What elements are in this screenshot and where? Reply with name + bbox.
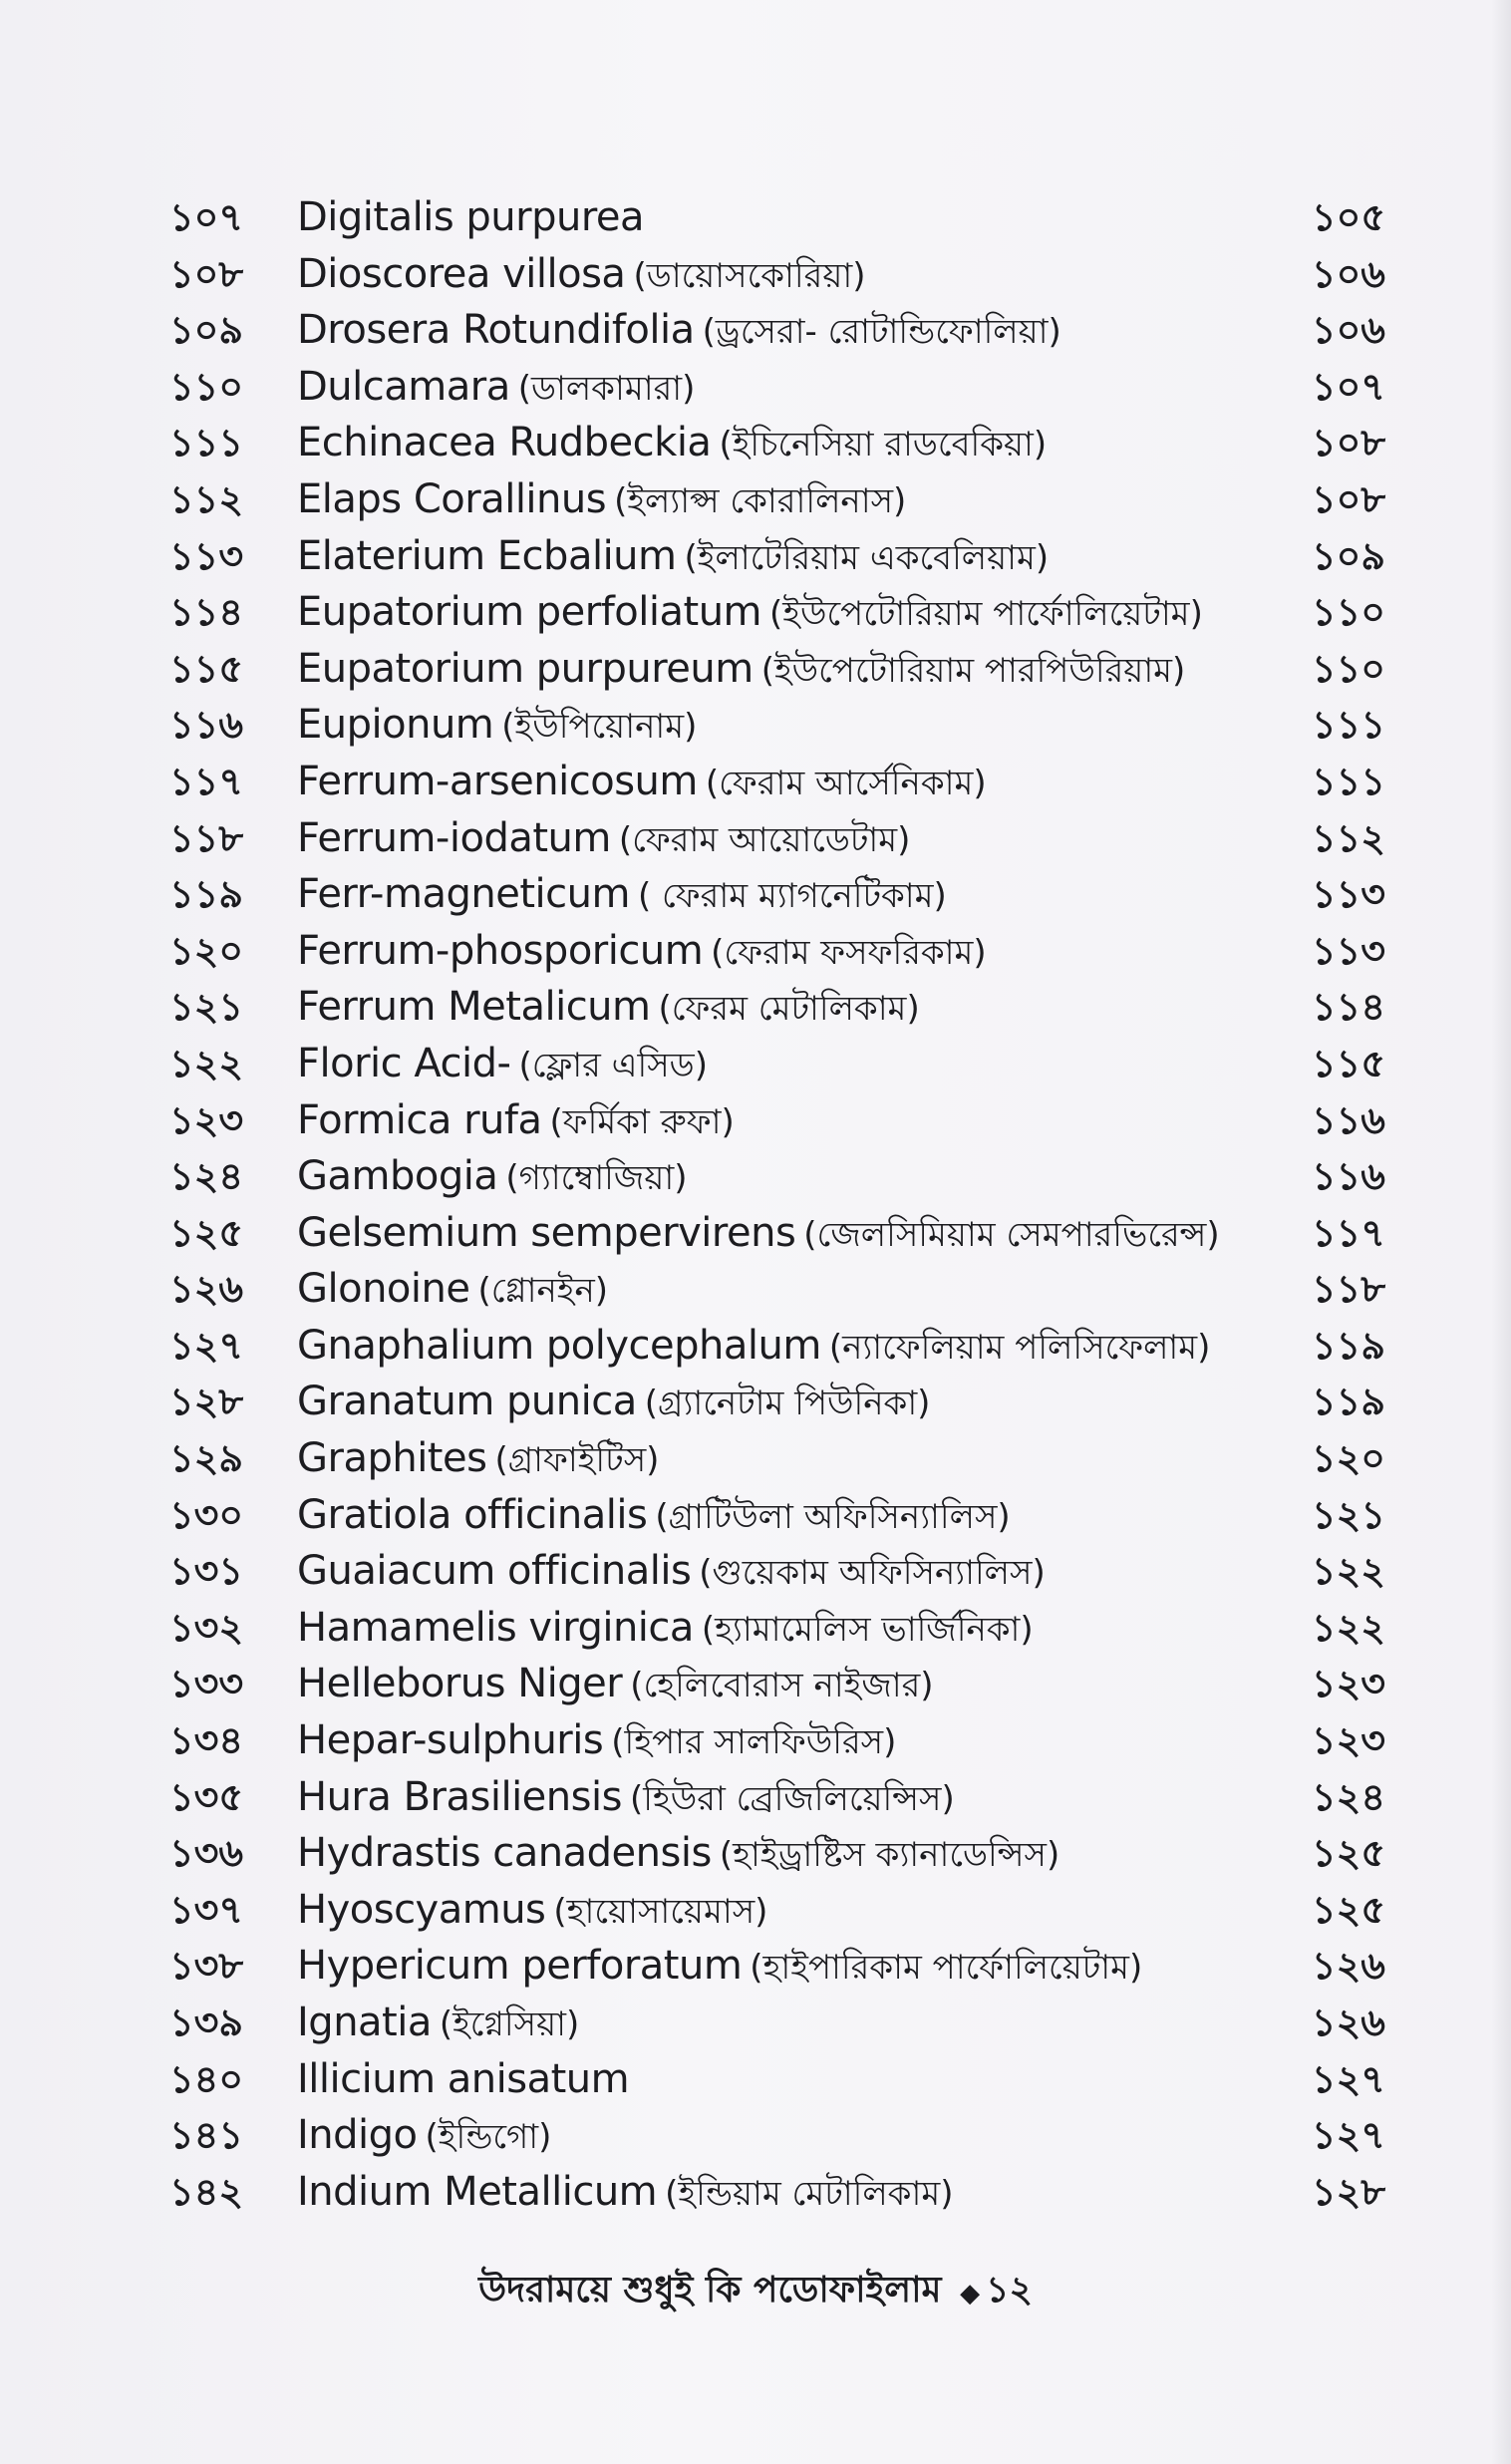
entry-number: ১২৯ (169, 1436, 244, 1481)
entry-title (297, 1600, 1272, 1659)
entry-latin-name: Eupatorium perfoliatum (297, 589, 762, 636)
entry-title (297, 866, 1272, 925)
entry-title (297, 584, 1272, 643)
entry-page-number: ১১৮ (1312, 1267, 1385, 1312)
entry-latin-name: Gelsemium sempervirens (297, 1209, 796, 1256)
toc-row (0, 1374, 1511, 1430)
entry-number: ১৩৯ (169, 2001, 244, 2044)
entry-page-number: ১১৩ (1311, 872, 1385, 917)
entry-bengali-name: (ফেরাম আয়োডেটাম) (618, 819, 911, 860)
entry-page-number: ১১১ (1312, 759, 1385, 803)
toc-row (0, 1036, 1511, 1092)
entry-latin-name: Ferrum-iodatum (297, 814, 611, 861)
page-footer (0, 2263, 1511, 2322)
entry-bengali-name: (হায়োসায়েমাস) (553, 1891, 768, 1932)
entry-latin-name: Echinacea Rudbeckia (297, 420, 712, 466)
entry-bengali-name: (ফেরাম ফসফরিকাম) (711, 932, 987, 973)
entry-page-number: ১২৫ (1311, 1831, 1385, 1876)
entry-bengali-name: (হ্যামামেলিস ভার্জিনিকা) (701, 1609, 1034, 1650)
entry-number: ১২৭ (169, 1323, 244, 1368)
entry-bengali-name: (গ্র্যানেটাম পিউনিকা) (644, 1384, 931, 1424)
entry-latin-name: Eupatorium purpureum (297, 645, 754, 692)
entry-latin-name: Graphites (297, 1435, 487, 1482)
entry-title (297, 697, 1272, 756)
entry-number: ১১৬ (169, 703, 244, 748)
entry-number: ১২৩ (169, 1097, 244, 1142)
toc-row (0, 1205, 1511, 1262)
entry-bengali-name: (গ্রাটিউলা অফিসিন্যালিস) (655, 1496, 1011, 1537)
entry-title (297, 1656, 1272, 1714)
entry-page-number: ১২৬ (1311, 1944, 1385, 1989)
entry-page-number: ১১৯ (1312, 1380, 1385, 1424)
entry-number: ১১৭ (169, 759, 244, 803)
entry-page-number: ১২৪ (1311, 1774, 1385, 1819)
toc-row (0, 1148, 1511, 1205)
entry-title (297, 1148, 1272, 1207)
toc-row (0, 979, 1511, 1036)
entry-latin-name: Hyoscyamus (297, 1886, 546, 1933)
entry-bengali-name: (ড্রসেরা- রোটান্ডিফোলিয়া) (702, 312, 1061, 353)
toc-row (0, 1769, 1511, 1826)
entry-number: ১৩৩ (169, 1662, 244, 1706)
footer-title: উদরাময়ে শুধুই কি পডোফাইলাম (478, 2270, 942, 2310)
entry-latin-name: Digitalis purpurea (297, 194, 645, 240)
entry-bengali-name: (ফেরাম আর্সেনিকাম) (705, 763, 987, 803)
entry-latin-name: Drosera Rotundifolia (297, 307, 695, 354)
toc-row (0, 923, 1511, 980)
entry-latin-name: Ferrum-phosporicum (297, 927, 704, 974)
entry-bengali-name: (ইন্ডিগো) (425, 2117, 552, 2158)
entry-latin-name: Hepar-sulphuris (297, 1717, 604, 1764)
entry-latin-name: Ferrum-arsenicosum (297, 758, 698, 804)
entry-title (297, 528, 1272, 587)
entry-number: ১২১ (169, 985, 244, 1030)
entry-bengali-name: (ইউপিয়োনাম) (501, 707, 698, 748)
toc-row (0, 189, 1511, 246)
entry-title (297, 2164, 1272, 2223)
entry-bengali-name: (গ্লোনইন) (477, 1271, 609, 1312)
entry-bengali-name: (ইল্যাপ্স কোরালিনাস) (614, 480, 907, 521)
entry-latin-name: Ferr-magneticum (297, 871, 630, 918)
entry-page-number: ১০৮ (1311, 476, 1385, 521)
entry-title (297, 923, 1272, 982)
toc-row (0, 1318, 1511, 1375)
entry-page-number: ১১৫ (1312, 1041, 1385, 1085)
toc-row (0, 2107, 1511, 2164)
entry-bengali-name: (ন্যাফেলিয়াম পলিসিফেলাম) (828, 1327, 1211, 1368)
entry-page-number: ১১০ (1311, 646, 1385, 691)
entry-latin-name: Illicium anisatum (297, 2055, 630, 2102)
entry-page-number: ১০৭ (1311, 364, 1385, 409)
entry-number: ১১৩ (169, 533, 244, 578)
entry-page-number: ১১৬ (1311, 1154, 1385, 1199)
entry-page-number: ১০৫ (1311, 195, 1385, 239)
entry-number: ১৩৮ (169, 1944, 244, 1989)
toc-row (0, 359, 1511, 416)
toc-row (0, 1261, 1511, 1318)
entry-latin-name: Ferrum Metalicum (297, 984, 651, 1031)
toc-row (0, 2051, 1511, 2108)
entry-bengali-name: (ডালকামারা) (517, 368, 696, 409)
entry-title (297, 1487, 1272, 1546)
entry-number: ১২৮ (169, 1380, 244, 1424)
toc-row (0, 754, 1511, 810)
toc-row (0, 641, 1511, 698)
entry-title (297, 1769, 1272, 1828)
entry-number: ১৩১ (169, 1549, 244, 1594)
entry-title (297, 189, 1272, 248)
entry-title (297, 754, 1272, 812)
entry-bengali-name: (হেলিবোরাস নাইজার) (630, 1666, 934, 1706)
toc-row (0, 1656, 1511, 1712)
entry-bengali-name: (ডায়োসকোরিয়া) (633, 255, 866, 296)
entry-number: ১০৮ (169, 251, 244, 296)
entry-title (297, 1092, 1272, 1151)
toc-row (0, 1995, 1511, 2051)
entry-number: ১১৯ (169, 872, 243, 917)
entry-latin-name: Glonoine (297, 1266, 470, 1313)
entry-latin-name: Indigo (297, 2112, 418, 2159)
entry-page-number: ১১৩ (1311, 928, 1385, 973)
entry-title (297, 1374, 1272, 1432)
entry-latin-name: Floric Acid- (297, 1040, 511, 1086)
entry-bengali-name: (ইচিনেসিয়া রাডবেকিয়া) (719, 425, 1048, 465)
entry-title (297, 1261, 1272, 1320)
entry-title (297, 302, 1272, 361)
entry-latin-name: Helleborus Niger (297, 1661, 623, 1707)
entry-number: ১৪০ (169, 2056, 244, 2101)
entry-number: ১২৬ (169, 1267, 244, 1312)
entry-title (297, 415, 1272, 473)
footer-page-number: ১২ (986, 2270, 1033, 2310)
entry-page-number: ১২৮ (1311, 2169, 1385, 2214)
entry-latin-name: Hydrastis canadensis (297, 1830, 712, 1877)
entry-title (297, 2051, 1272, 2110)
toc-rows (0, 189, 1511, 2220)
entry-title (297, 1205, 1272, 1264)
entry-page-number: ১১০ (1311, 590, 1385, 635)
entry-latin-name: Elaterium Ecbalium (297, 532, 677, 579)
entry-bengali-name: (গুয়েকাম অফিসিন্যালিস) (699, 1553, 1046, 1594)
entry-latin-name: Eupionum (297, 702, 494, 749)
entry-number: ১৪২ (169, 2169, 244, 2214)
entry-bengali-name: (হাইড্রাষ্টিস ক্যানাডেন্সিস) (719, 1835, 1060, 1876)
entry-bengali-name: (ইন্ডিয়াম মেটালিকাম) (665, 2173, 954, 2214)
toc-row (0, 2164, 1511, 2221)
entry-page-number: ১২০ (1311, 1436, 1385, 1481)
toc-row (0, 471, 1511, 528)
entry-page-number: ১০৬ (1311, 251, 1385, 296)
entry-title (297, 1995, 1272, 2053)
toc-row (0, 1430, 1511, 1487)
entry-latin-name: Dulcamara (297, 363, 510, 410)
entry-page-number: ১০৮ (1311, 421, 1385, 465)
entry-bengali-name: (ইলাটেরিয়াম একবেলিয়াম) (684, 537, 1050, 578)
entry-page-number: ১১১ (1312, 703, 1385, 748)
entry-page-number: ১২৬ (1311, 2001, 1385, 2044)
entry-bengali-name: (ইউপেটোরিয়াম পার্ফোলিয়েটাম) (769, 594, 1203, 635)
entry-title (297, 471, 1272, 530)
entry-title (297, 359, 1272, 418)
diamond-icon: ◆ (960, 2279, 981, 2309)
toc-row (0, 1712, 1511, 1769)
entry-bengali-name: (ফেরম মেটালিকাম) (658, 989, 920, 1030)
entry-page-number: ১০৯ (1311, 533, 1385, 578)
toc-row (0, 1882, 1511, 1939)
entry-number: ১৩৭ (169, 1887, 244, 1932)
entry-title (297, 1543, 1272, 1602)
entry-latin-name: Gambogia (297, 1153, 498, 1200)
entry-page-number: ১২৩ (1311, 1718, 1385, 1763)
table-of-contents (0, 189, 1511, 2220)
entry-page-number: ১১২ (1311, 815, 1385, 860)
entry-number: ১০৯ (169, 308, 244, 353)
entry-latin-name: Dioscorea villosa (297, 250, 626, 297)
entry-title (297, 1938, 1272, 1997)
toc-row (0, 1825, 1511, 1882)
entry-bengali-name: (ইউপেটোরিয়াম পারপিউরিয়াম) (760, 650, 1186, 691)
entry-title (297, 1036, 1272, 1094)
toc-row (0, 810, 1511, 867)
entry-title (297, 1430, 1272, 1489)
entry-number: ১১২ (169, 476, 244, 521)
entry-page-number: ১২৫ (1311, 1887, 1385, 1932)
entry-latin-name: Hypericum perforatum (297, 1943, 743, 1990)
entry-bengali-name: (ইগ্নেসিয়া) (439, 2004, 580, 2044)
toc-row (0, 415, 1511, 471)
entry-title (297, 1318, 1272, 1377)
entry-title (297, 2107, 1272, 2166)
entry-number: ১৩৫ (169, 1774, 244, 1819)
entry-title (297, 1825, 1272, 1884)
entry-page-number: ১২১ (1311, 1492, 1385, 1537)
entry-latin-name: Gratiola officinalis (297, 1491, 648, 1538)
entry-number: ১১৪ (169, 590, 243, 635)
entry-latin-name: Gnaphalium polycephalum (297, 1322, 821, 1369)
entry-bengali-name: (হিপার সালফিউরিস) (611, 1722, 897, 1763)
toc-row (0, 1092, 1511, 1149)
entry-page-number: ১২২ (1311, 1549, 1385, 1594)
toc-row (0, 584, 1511, 641)
entry-latin-name: Elaps Corallinus (297, 475, 607, 522)
entry-page-number: ১১৯ (1312, 1323, 1385, 1368)
entry-number: ১৩০ (169, 1492, 244, 1537)
entry-bengali-name: (হিউরা ব্রেজিলিয়েন্সিস) (629, 1778, 955, 1819)
entry-title (297, 641, 1272, 700)
entry-page-number: ১১৭ (1311, 1210, 1385, 1255)
entry-bengali-name: (জেলসিমিয়াম সেমপারভিরেন্স) (803, 1214, 1220, 1255)
entry-bengali-name: ( ফেরাম ম্যাগনেটিকাম) (637, 876, 947, 917)
entry-bengali-name: (গ্রাফাইটিস) (494, 1440, 660, 1481)
toc-row (0, 1938, 1511, 1995)
entry-page-number: ১১৬ (1311, 1097, 1385, 1142)
entry-page-number: ১১৪ (1312, 985, 1385, 1030)
entry-number: ১২২ (169, 1041, 244, 1085)
entry-latin-name: Hura Brasiliensis (297, 1773, 622, 1820)
entry-bengali-name: (হাইপারিকাম পার্ফোলিয়েটাম) (750, 1948, 1143, 1989)
toc-row (0, 1487, 1511, 1544)
entry-bengali-name: (ফর্মিকা রুফা) (549, 1101, 735, 1142)
entry-number: ১৩৬ (169, 1831, 244, 1876)
toc-row (0, 1600, 1511, 1657)
entry-page-number: ১২৭ (1311, 2056, 1385, 2101)
entry-page-number: ১২২ (1311, 1605, 1385, 1650)
entry-number: ১২৪ (169, 1154, 244, 1199)
toc-row (0, 302, 1511, 359)
entry-latin-name: Granatum punica (297, 1379, 637, 1425)
entry-title (297, 1712, 1272, 1771)
entry-number: ১০৭ (169, 195, 244, 239)
entry-page-number: ১২৭ (1311, 2113, 1385, 2158)
entry-number: ১৩২ (169, 1605, 244, 1650)
entry-number: ১৪১ (169, 2113, 243, 2158)
toc-row (0, 866, 1511, 923)
entry-title (297, 246, 1272, 305)
entry-number: ১২০ (169, 928, 244, 973)
entry-page-number: ১২৩ (1311, 1662, 1385, 1706)
entry-bengali-name: (গ্যাম্বোজিয়া) (505, 1158, 688, 1199)
entry-number: ১১১ (169, 421, 243, 465)
entry-latin-name: Indium Metallicum (297, 2168, 658, 2215)
entry-latin-name: Formica rufa (297, 1096, 542, 1143)
entry-title (297, 979, 1272, 1038)
toc-row (0, 528, 1511, 585)
toc-row (0, 697, 1511, 754)
entry-latin-name: Ignatia (297, 2000, 432, 2045)
toc-row (0, 1543, 1511, 1600)
entry-bengali-name: (ফ্লোর এসিড) (518, 1045, 708, 1085)
entry-number: ১১০ (169, 364, 244, 409)
entry-latin-name: Guaiacum officinalis (297, 1548, 692, 1595)
entry-page-number: ১০৬ (1311, 308, 1385, 353)
toc-row (0, 246, 1511, 303)
entry-number: ১১৫ (169, 646, 243, 691)
entry-number: ১৩৪ (169, 1718, 244, 1763)
entry-latin-name: Hamamelis virginica (297, 1604, 694, 1651)
entry-title (297, 810, 1272, 869)
entry-number: ১২৫ (169, 1210, 244, 1255)
entry-title (297, 1882, 1272, 1941)
entry-number: ১১৮ (169, 815, 243, 860)
